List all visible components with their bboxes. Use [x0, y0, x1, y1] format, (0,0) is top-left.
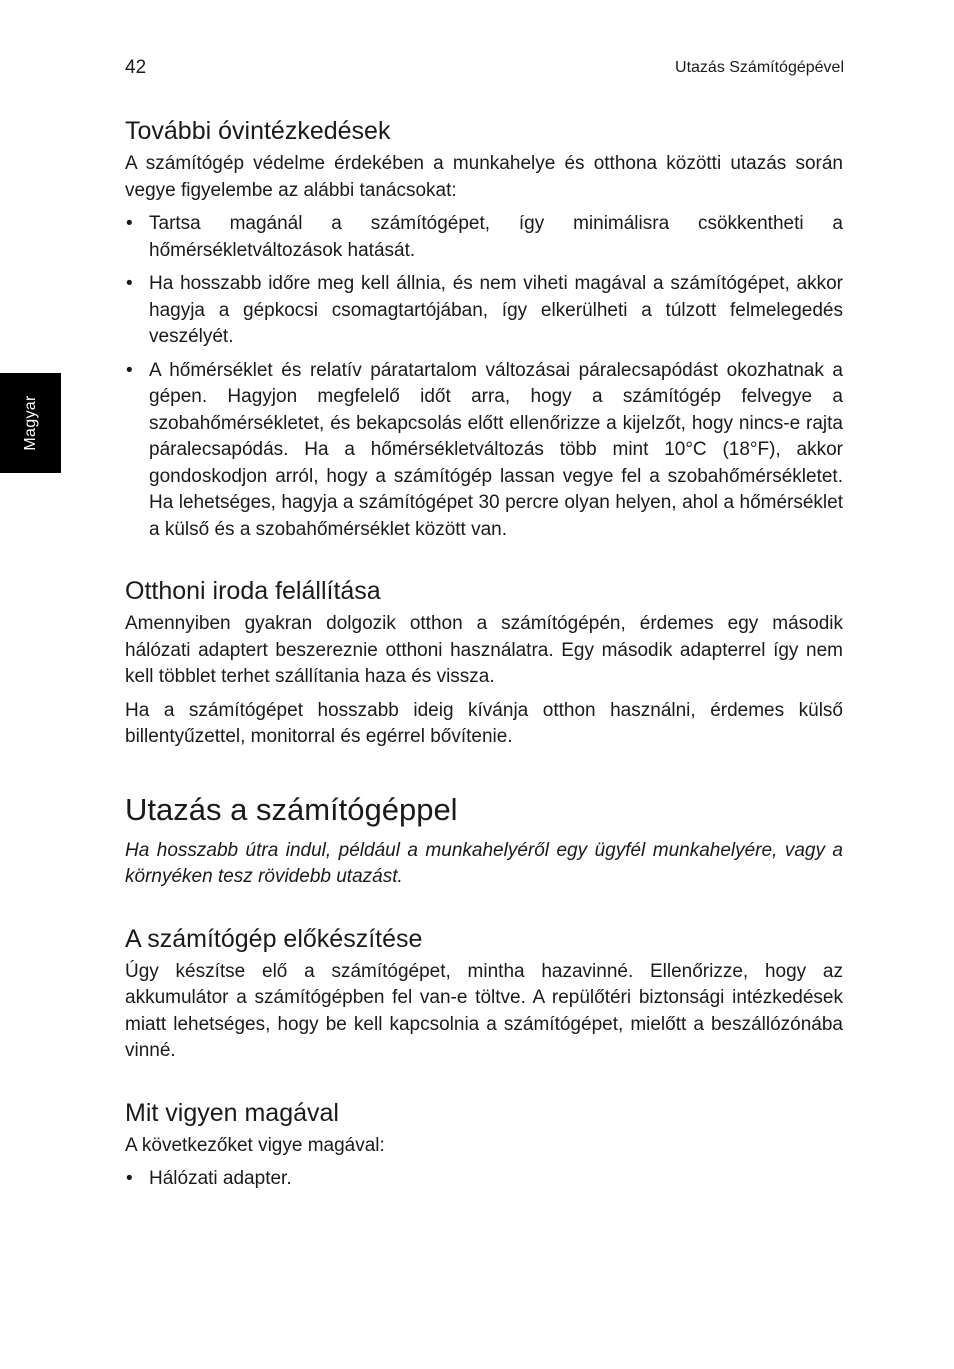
home-office-paragraph-2: Ha a számítógépet hosszabb ideig kívánja otthon használni, érdemes külső billentyűzettel, monitorral és egérrel bővítenie.: [125, 699, 843, 747]
bullet-marker: •: [126, 213, 133, 234]
travel-intro: Ha hosszabb útra indul, például a munkahelyéről egy ügyfél munkahelyére, vagy a környéken tesz rövidebb utazást.: [125, 839, 843, 887]
page-number: 42: [125, 57, 147, 78]
what-to-bring-intro: A következőket vigye magával:: [125, 1134, 385, 1156]
bullet-marker: •: [126, 359, 133, 381]
what-to-bring-list: [125, 1166, 843, 1193]
heading-travel: Utazás a számítógéppel: [125, 791, 458, 827]
list-item: [125, 358, 843, 544]
list-item: [125, 211, 843, 264]
bullet-marker: •: [126, 273, 133, 294]
heading-what-to-bring: Mit vigyen magával: [125, 1098, 339, 1127]
heading-preparing: A számítógép előkészítése: [125, 924, 423, 953]
heading-home-office: Otthoni iroda felállítása: [125, 577, 381, 605]
list-item-text: Hálózati adapter.: [149, 1168, 292, 1189]
home-office-paragraph-1: Amennyiben gyakran dolgozik otthon a számítógépén, érdemes egy második hálózati adaptert beszereznie otthoni használatra. Egy második adapterrel így nem kell többlet terhet szállítania haza és vissza.: [125, 613, 843, 687]
page-content: [125, 115, 843, 1200]
precautions-list: [125, 211, 843, 543]
bullet-marker: •: [126, 1168, 133, 1189]
running-header: Utazás Számítógépével: [675, 59, 844, 76]
heading-precautions: További óvintézkedések: [125, 117, 391, 145]
list-item-text: Ha hosszabb időre meg kell állnia, és nem viheti magával a számítógépet, akkor hagyja a gépkocsi csomagtartójában, így elkerülheti a túlzott felmelegedés veszélyét.: [149, 273, 843, 347]
list-item: [125, 1166, 843, 1193]
list-item: [125, 271, 843, 351]
precautions-intro: A számítógép védelme érdekében a munkahelye és otthona közötti utazás során vegye figyelembe az alábbi tanácsokat:: [125, 153, 843, 201]
list-item-text: A hőmérséklet és relatív páratartalom változásai páralecsapódást okozhatnak a gépen. Hagyjon megfelelő időt arra, hogy a számítógép felvegye a szobahőmérsékletet, és bekapcsolás előtt ellenőrizze a kijelzőt, hogy nincs-e rajta páralecsapódás. Ha a hőmérsékletváltozás több mint 10°C (18°F), akkor gondoskodjon arról, hogy a számítógép lassan vegye fel a szobahőmérsékletet. Ha lehetséges, hagyja a számítógépet 30 percre olyan helyen, ahol a hőmérséklet a külső és a szobahőmérséklet között van.: [149, 359, 843, 540]
list-item-text: Tartsa magánál a számítógépet, így minimálisra csökkentheti a hőmérsékletváltozások hatását.: [149, 213, 843, 261]
preparing-paragraph: Úgy készítse elő a számítógépet, mintha hazavinné. Ellenőrizze, hogy az akkumulátor a számítógépben fel van-e töltve. A repülőtéri biztonsági intézkedések miatt lehetséges, hogy be kell kapcsolnia a számítógépet, mielőtt a beszállózónába vinné.: [125, 960, 843, 1061]
language-side-tab-label: Magyar: [21, 395, 39, 451]
language-side-tab: [0, 373, 61, 473]
